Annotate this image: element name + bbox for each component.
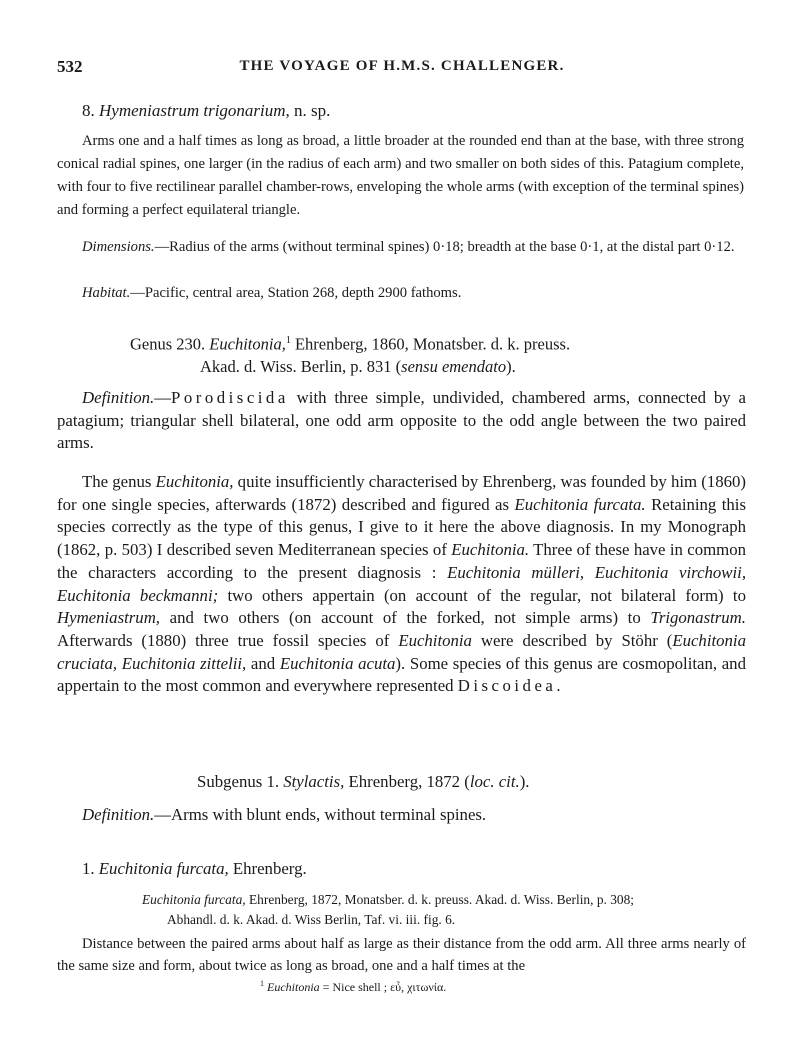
species-8-habitat <box>57 282 744 305</box>
footnote-mark[interactable]: 1 <box>285 335 291 346</box>
page-header <box>57 57 747 81</box>
habitat-label: Habitat. <box>82 285 131 301</box>
subgenus-name: Stylactis, <box>283 772 345 791</box>
synonymy-name: Euchitonia furcata, <box>142 892 246 907</box>
genus-prefix: Genus 230. <box>130 334 206 354</box>
subgenus-definition-label: Definition. <box>82 805 155 824</box>
footnote-text: = Nice shell ; εὖ, χιτωνία. <box>319 980 447 994</box>
subgenus-definition <box>82 805 486 825</box>
genus-citation-2: Akad. d. Wiss. Berlin, p. 831 ( <box>200 356 402 376</box>
running-title: THE VOYAGE OF H.M.S. CHALLENGER. <box>239 58 565 74</box>
genus-sensu: sensu emendato <box>401 356 507 376</box>
genus-definition <box>57 387 746 455</box>
species-1-description: Distance between the paired arms about half as large as their distance from the odd arm. All three arms nearly of the same size and form, about twice as long as broad, one and a half times at the <box>57 936 746 974</box>
synonymy-citation-1: Ehrenberg, 1872, Monatsber. d. k. preuss. Akad. d. Wiss. Berlin, p. 308; <box>245 892 635 907</box>
subgenus-definition-text: —Arms with blunt ends, without terminal spines. <box>154 805 487 824</box>
species-1-heading <box>82 859 307 879</box>
species-name: Hymeniastrum trigonarium <box>99 101 286 120</box>
definition-dash: — <box>154 388 172 407</box>
subgenus-prefix: Subgenus 1. <box>197 772 280 791</box>
species-1-author: Ehrenberg. <box>228 859 307 878</box>
genus-heading <box>130 330 690 378</box>
dimensions-text: —Radius of the arms (without terminal spines) 0·18; breadth at the base 0·1, at the distal part 0·12. <box>154 239 735 255</box>
species-8-dimensions <box>57 236 744 259</box>
species-8-heading <box>82 101 330 121</box>
dimensions-label: Dimensions. <box>82 239 155 255</box>
subgenus-heading <box>197 772 530 792</box>
species-1-number: 1. <box>82 859 95 878</box>
species-1-name: Euchitonia furcata, <box>98 859 229 878</box>
genus-citation: Ehrenberg, 1860, Monatsber. d. k. preuss. <box>290 334 571 354</box>
page-number: 532 <box>57 57 83 76</box>
footnote-term: Euchitonia <box>267 980 320 994</box>
species-8-description: Arms one and a half times as long as broad, a little broader at the rounded end than at the base, with three strong conical radial spines, one larger (in the radius of each arm) and two smaller on both sides of this. Patagium complete, with four to five rectilinear parallel chamber-rows, enveloping the whole arms (with exception of the terminal spines) and forming a perfect equilateral triangle. <box>57 133 744 218</box>
synonymy-line-1 <box>142 890 752 910</box>
genus-name: Euchitonia, <box>209 334 286 354</box>
habitat-text: —Pacific, central area, Station 268, depth 2900 fathoms. <box>130 285 462 301</box>
definition-text: with three simple, undivided, chambered arms, connected by a patagium; triangular shell bilateral, one odd arm opposite to the odd angle between the two paired arms. <box>57 388 746 453</box>
synonymy-citation-2: Abhandl. d. k. Akad. d. Wiss Berlin, Taf. vi. iii. fig. 6. <box>167 912 456 927</box>
footnote-number: 1 <box>260 979 264 988</box>
genus-citation-end: ). <box>506 356 516 376</box>
genus-line-1 <box>130 330 690 356</box>
discoidea-group: Discoidea <box>457 676 557 696</box>
subgenus-loc-cit: loc. cit. <box>469 772 520 791</box>
definition-label: Definition. <box>82 388 155 407</box>
species-suffix: , n. sp. <box>285 101 331 120</box>
genus-discussion: The genus Euchitonia, quite insufficiently characterised by Ehrenberg, was founded by him (1860) for one single species, afterwards (1872) described and figured as Euchitonia furcata. Retaining this species correctly as the type of this genus, I give to it here the above diagnosis. In my Monograph (1862, p. 503) I described seven Mediterranean species of Euchitonia. Three of these have in common the characters according to the present diagnosis : Euchitonia mülleri, Euchitonia virchowii, Euchitonia beckmanni; two others appertain (on account of the regular, not bilateral form) to Hymeniastrum, and two others (on account of the forked, not simple arms) to Trigonastrum. Afterwards (1880) three true fossil species of Euchitonia were described by Stöhr (Euchitonia cruciata, Euchitonia zittelii, and Euchitonia acuta). Some species of this genus are cosmopolitan, and appertain to the most common and everywhere represented Discoidea. <box>57 472 747 696</box>
species-1-synonymy <box>142 890 752 930</box>
footnote <box>260 979 446 995</box>
subgenus-end: ). <box>519 772 530 791</box>
genus-line-2 <box>130 356 690 378</box>
species-number: 8. <box>82 101 95 120</box>
definition-group: Porodiscida <box>171 388 289 407</box>
subgenus-citation: Ehrenberg, 1872 ( <box>344 772 470 791</box>
